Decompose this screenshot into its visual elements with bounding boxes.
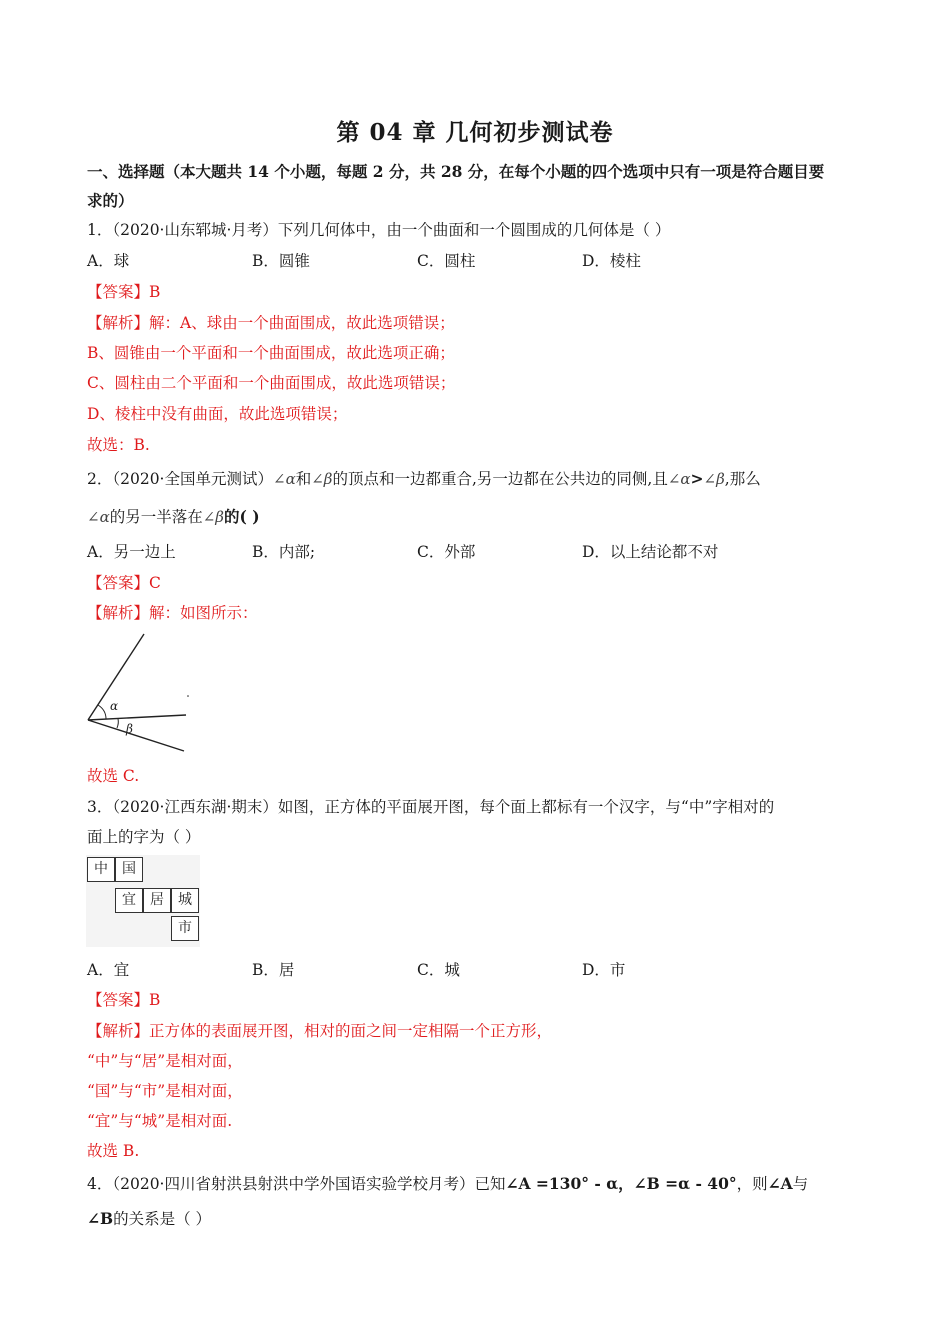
q1-analysis-c: C、圆柱由二个平面和一个曲面围成，故此选项错误； bbox=[87, 374, 456, 392]
q1-stem: 1．（2020·山东郓城·月考）下列几何体中，由一个曲面和一个圆围成的几何体是（ ） bbox=[87, 221, 671, 239]
q2-mid: 的顶点和一边都重合,另一边都在公共边的同侧,且 bbox=[332, 470, 668, 488]
page-title: 第 04 章 几何初步测试卷 bbox=[336, 119, 614, 146]
q3-option-a: A．宜 bbox=[87, 961, 130, 979]
figure-label-alpha: α bbox=[110, 699, 119, 713]
q2-suffix: ,那么 bbox=[724, 470, 761, 488]
q3-analysis-pair2: “国”与“市”是相对面， bbox=[87, 1082, 243, 1100]
q4-prefix: 4．（2020·四川省射洪县射洪中学外国语实验学校月考）已知 bbox=[87, 1175, 506, 1193]
q3-option-b: B．居 bbox=[252, 961, 295, 979]
q2-option-c: C．外部 bbox=[417, 543, 476, 561]
q3-analysis-pair1: “中”与“居”是相对面， bbox=[87, 1052, 243, 1070]
q1-answer: 【答案】B bbox=[87, 283, 161, 301]
q2-angle-beta-2: ∠β bbox=[703, 470, 725, 488]
q2-angle-beta-3: ∠β bbox=[202, 508, 224, 526]
q2-conclusion: 故选 C. bbox=[87, 767, 140, 785]
q4-angle-b-2: ∠B bbox=[87, 1209, 114, 1228]
q2-analysis-label: 【解析】 bbox=[87, 604, 150, 622]
q2-greater-than: > bbox=[690, 469, 704, 488]
q4-eq2: =α - 40° bbox=[659, 1174, 737, 1193]
q2-line2-end: 的( ) bbox=[223, 507, 260, 526]
cube-net-cell-shi: 市 bbox=[171, 916, 199, 941]
q2-angle-beta: ∠β bbox=[311, 470, 333, 488]
q2-angle-alpha-2: ∠α bbox=[667, 470, 691, 488]
q2-angle-alpha-3: ∠α bbox=[87, 508, 110, 526]
q1-analysis-line bbox=[87, 312, 455, 334]
section-heading: 一、选择题（本大题共 14 个小题，每题 2 分，共 28 分，在每个小题的四个选项中只有一项是符合题目要 bbox=[87, 162, 825, 181]
cube-net-cell-zhong: 中 bbox=[87, 857, 115, 882]
q4-mid: ，则 bbox=[736, 1175, 768, 1193]
q3-stem-line1: 3．（2020·江西东湖·期末）如图，正方体的平面展开图，每个面上都标有一个汉字，与“中”字相对的 bbox=[87, 798, 775, 816]
figure-dot bbox=[187, 695, 189, 697]
q2-option-b: B．内部; bbox=[252, 543, 316, 561]
q3-conclusion: 故选 B. bbox=[87, 1142, 140, 1160]
figure-label-beta: β bbox=[126, 722, 133, 736]
q4-angle-b: ∠B bbox=[633, 1174, 660, 1193]
q1-analysis-text: 解：A、球由一个曲面围成，故此选项错误； bbox=[149, 314, 455, 332]
q4-stem-line2 bbox=[87, 1208, 211, 1230]
q3-option-c: C．城 bbox=[417, 961, 460, 979]
q1-analysis-label: 【解析】 bbox=[87, 314, 150, 332]
q4-angle-a: ∠A bbox=[505, 1174, 531, 1193]
q1-option-c: C．圆柱 bbox=[417, 252, 476, 270]
section-heading-cont: 求的） bbox=[87, 191, 134, 210]
q2-stem-line2 bbox=[87, 506, 260, 528]
q4-line2-end: 的关系是（ ） bbox=[113, 1210, 212, 1228]
figure-ray-middle bbox=[88, 715, 186, 720]
figure-ray-lower bbox=[88, 720, 184, 751]
q2-analysis-line bbox=[87, 602, 258, 624]
q2-analysis-text: 解：如图所示： bbox=[149, 604, 258, 622]
q2-angle-figure bbox=[84, 630, 196, 754]
q2-answer: 【答案】C bbox=[87, 574, 161, 592]
q1-option-b: B．圆锥 bbox=[252, 252, 310, 270]
q2-line2-mid: 的另一半落在 bbox=[109, 508, 203, 526]
q2-stem-line1 bbox=[87, 468, 761, 490]
q2-prefix: 2．（2020·全国单元测试） bbox=[87, 470, 273, 488]
q4-stem-line1 bbox=[87, 1173, 808, 1195]
q2-option-d: D．以上结论都不对 bbox=[582, 543, 719, 561]
q3-analysis-pair3: “宜”与“城”是相对面. bbox=[87, 1112, 233, 1130]
q1-conclusion: 故选：B. bbox=[87, 436, 150, 454]
q1-option-a: A．球 bbox=[87, 252, 130, 270]
q4-eq1: =130° - α， bbox=[530, 1174, 634, 1193]
q3-stem-line2: 面上的字为（ ） bbox=[87, 828, 201, 846]
q4-and: 与 bbox=[792, 1175, 809, 1193]
q3-option-d: D．市 bbox=[582, 961, 626, 979]
q3-analysis-text: 正方体的表面展开图，相对的面之间一定相隔一个正方形， bbox=[149, 1022, 553, 1040]
cube-net-cell-cheng: 城 bbox=[171, 888, 199, 913]
q2-angle-alpha: ∠α bbox=[273, 470, 296, 488]
figure-arc-beta bbox=[117, 719, 118, 728]
q2-and: 和 bbox=[295, 470, 312, 488]
cube-net-cell-guo: 国 bbox=[115, 857, 143, 882]
q3-analysis-label: 【解析】 bbox=[87, 1022, 150, 1040]
q1-analysis-d: D、棱柱中没有曲面，故此选项错误； bbox=[87, 405, 348, 423]
q4-angle-a-2: ∠A bbox=[767, 1174, 793, 1193]
cube-net-cell-yi: 宜 bbox=[115, 888, 143, 913]
q1-option-d: D．棱柱 bbox=[582, 252, 641, 270]
q2-option-a: A．另一边上 bbox=[87, 543, 176, 561]
cube-net-figure bbox=[86, 855, 200, 947]
q1-analysis-b: B、圆锥由一个平面和一个曲面围成，故此选项正确； bbox=[87, 344, 455, 362]
figure-arc-alpha bbox=[98, 705, 106, 719]
cube-net-cell-ju: 居 bbox=[143, 888, 171, 913]
q3-answer: 【答案】B bbox=[87, 991, 161, 1009]
q3-analysis-line bbox=[87, 1020, 552, 1042]
